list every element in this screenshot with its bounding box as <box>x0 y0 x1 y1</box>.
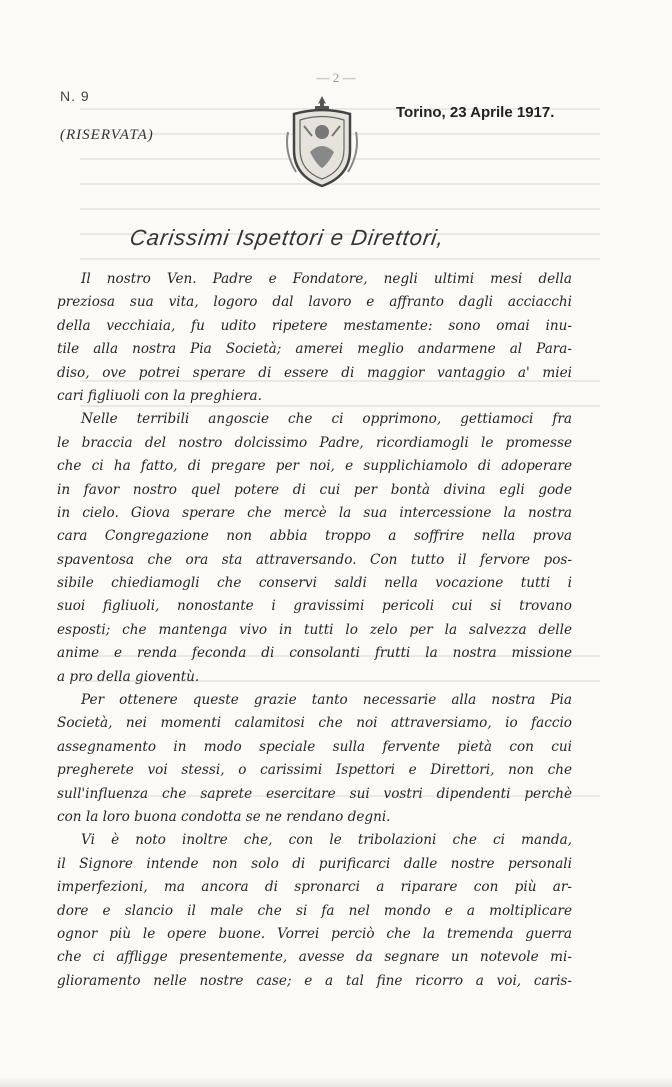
page-number: — 2 — <box>316 70 356 85</box>
body-line: diso, ove potrei sperare di essere di maggior vantaggio a' miei <box>57 364 572 381</box>
body-line: Vi è noto inoltre che, con le tribolazioni che ci manda, <box>81 832 572 849</box>
body-line: il Signore intende non solo di purificarci dalle nostre personali <box>57 855 572 872</box>
body-line: assegnamento in modo speciale sulla fervente pietà con cui <box>57 738 572 755</box>
body-line: le braccia del nostro dolcissimo Padre, ricordiamogli le promesse <box>57 434 572 451</box>
body-line: Nelle terribili angoscie che ci opprimono, gettiamoci fra <box>81 411 572 428</box>
body-line: tile alla nostra Pia Società; amerei meglio andarmene al Para- <box>57 341 572 358</box>
body-line: in cielo. Giova sperare che mercè la sua intercessione la nostra <box>57 504 572 521</box>
body-line: glioramento nelle nostre case; e a tal fine ricorro a voi, caris- <box>57 972 572 989</box>
body-line: che ci ha fatto, di pregare per noi, e supplichiamolo di adoperare <box>57 458 572 475</box>
body-line: Società, nei momenti calamitosi che noi attraversiamo, io faccio <box>57 715 572 732</box>
body-line: che ci affligge presentemente, avesse da segnare un notevole mi- <box>57 949 572 966</box>
body-line: sibile chiediamogli che conservi saldi nella vocazione tutti i <box>57 575 572 592</box>
body-line: con la loro buona condotta se ne rendano degni. <box>57 808 391 825</box>
salutation: Carissimi Ispettori e Direttori, <box>128 225 447 250</box>
document-number: N. 9 <box>60 88 90 104</box>
congregation-seal-icon <box>282 92 362 192</box>
body-line: in favor nostro quel potere di cui per bontà divina egli gode <box>57 481 572 498</box>
body-line: suoi figliuoli, nonostante i gravissimi pericoli cui si trovano <box>57 598 572 615</box>
body-line: spaventosa che ora sta attraversando. Con tutto il fervore pos- <box>57 551 572 568</box>
body-line: Il nostro Ven. Padre e Fondatore, negli ultimi mesi della <box>81 271 572 287</box>
body-line: cari figliuoli con la preghiera. <box>57 387 262 404</box>
scan-edge <box>0 1077 672 1087</box>
body-line: della vecchiaia, fu udito ripetere mestamente: sono omai inu- <box>57 317 572 334</box>
body-line: pregherete voi stessi, o carissimi Ispettori e Direttori, non che <box>57 762 572 779</box>
body-line: cara Congregazione non abbia troppo a soffrire nella prova <box>57 528 572 545</box>
place-and-date: Torino, 23 Aprile 1917. <box>396 104 555 121</box>
body-line: anime e renda feconda di consolanti frutti la nostra missione <box>57 645 572 662</box>
body-line: preziosa sua vita, logoro dal lavoro e affranto dagli acciacchi <box>57 294 572 311</box>
body-line: sull'influenza che saprete esercitare sui vostri dipendenti perchè <box>57 785 572 802</box>
letter-body <box>57 268 572 993</box>
classification-label: (RISERVATA) <box>60 127 154 143</box>
body-line: a pro della gioventù. <box>57 668 200 685</box>
body-line: ognor più le opere buone. Vorrei perciò che la tremenda guerra <box>57 925 572 942</box>
body-line: dore e slancio il male che si fa nel mondo e a moltiplicare <box>57 902 572 919</box>
body-line: imperfezioni, ma ancora di spronarci a riparare con più ar- <box>57 879 572 896</box>
body-line: esposti; che mantenga vivo in tutti lo zelo per la salvezza delle <box>57 621 572 638</box>
body-line: Per ottenere queste grazie tanto necessarie alla nostra Pia <box>81 692 572 709</box>
